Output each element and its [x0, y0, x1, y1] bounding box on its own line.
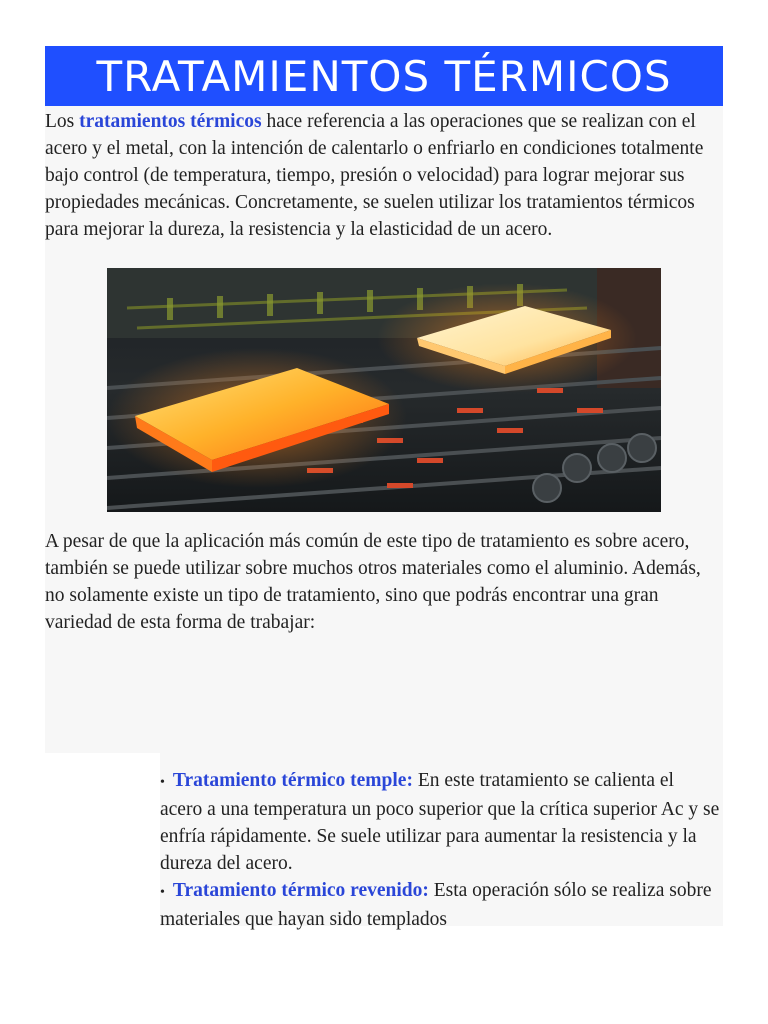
term-temple-text: En este tratamiento se calienta el acero a una temperatura un poco superior que la crítica superior Ac y se enfría rápidamente. Se suele utilizar para aumentar la resistencia y la dureza del acero.	[160, 770, 720, 874]
intro-lead: Los	[45, 111, 80, 132]
term-revenido-text: Esta operación sólo se realiza sobre materiales que hayan sido templados	[160, 880, 712, 930]
list-item	[160, 877, 720, 933]
term-revenido[interactable]: Tratamiento térmico revenido:	[172, 880, 429, 901]
bullet-icon: •	[160, 775, 165, 790]
intro-highlight-link[interactable]: tratamientos térmicos	[79, 111, 262, 132]
list-item	[160, 767, 720, 877]
intro-paragraph	[45, 108, 725, 243]
second-paragraph: A pesar de que la aplicación más común de este tipo de tratamiento es sobre acero, también se puede utilizar sobre muchos otros materiales como el aluminio. Además, no solamente existe un tipo de tratamiento, sino que podrás encontrar una gran variedad de esta forma de trabajar:	[45, 531, 701, 633]
steel-plates-photo	[107, 268, 661, 512]
page-title: TRATAMIENTOS TÉRMICOS	[45, 46, 723, 106]
term-temple[interactable]: Tratamiento térmico temple:	[172, 770, 413, 791]
bullet-icon: •	[160, 885, 165, 900]
treatment-list	[160, 767, 720, 933]
intro-rest: hace referencia a las operaciones que se realizan con el acero y el metal, con la intención de calentarlo o enfriarlo en condiciones totalmente bajo control (de temperatura, tiempo, presión o velocidad) para lograr mejorar sus propiedades mecánicas. Concretamente, se suelen utilizar los tratamientos térmicos para mejorar la dureza, la resistencia y la elasticidad de un acero.	[45, 111, 704, 240]
